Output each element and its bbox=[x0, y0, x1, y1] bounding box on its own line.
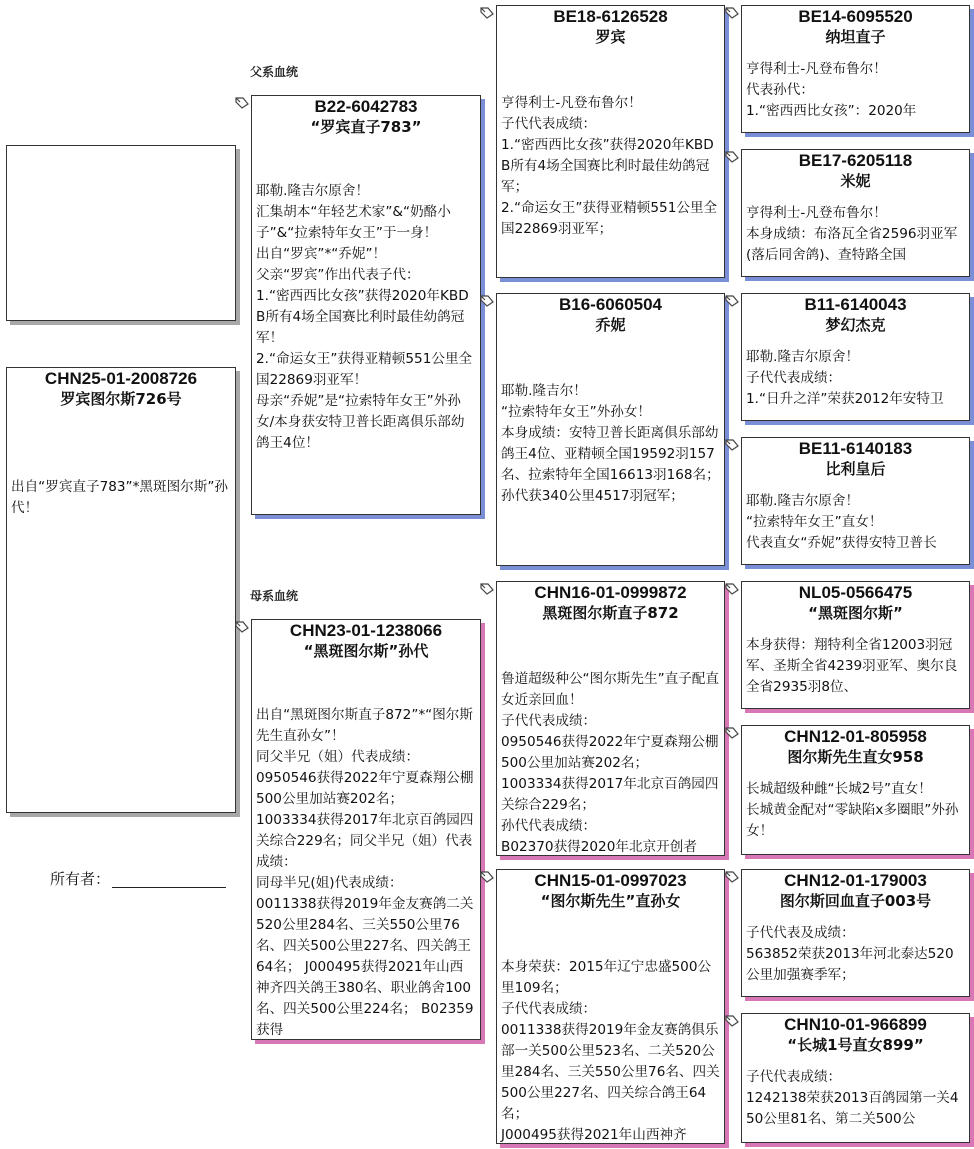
photo-frame bbox=[6, 145, 236, 321]
dam-dam-name: “图尔斯先生”直孙女 bbox=[540, 892, 681, 910]
dam-dam-ring-number: CHN15-01-0997023 bbox=[534, 871, 687, 890]
pin-icon bbox=[479, 294, 495, 308]
pin-icon bbox=[724, 870, 740, 884]
sire-card bbox=[251, 95, 481, 515]
sss-name: 纳坦直子 bbox=[825, 28, 886, 46]
dss-description: 本身获得：翔特利全省12003羽冠军、圣斯全省4239羽亚军、奥尔良全省2935羽8位、 bbox=[746, 637, 958, 695]
sdd-name: 比利皇后 bbox=[825, 460, 886, 478]
dsd-ring-number: CHN12-01-805958 bbox=[784, 727, 927, 746]
sire-dam-name: 乔妮 bbox=[595, 316, 626, 334]
dam-description: 出自“黑斑图尔斯直子872”*“图尔斯先生直孙女”！ 同父半兄（姐）代表成绩： 0950546获得2022年宁夏森翔公棚500公里加站赛202名； 1003334获得2017年北京百鸽园四关综合229名；同父半兄（姐）代表成绩： 同母半兄(姐)代表成绩： 0011338获得2019年金友赛鸽二关520公里284名、三关550公里76名、四关500公里227名、四关鸽王64名； J000495获得2021年山西神齐四关鸽王380名、职业鸽舍100名、四关500公里224名； B02359获得 bbox=[256, 707, 474, 1038]
sire-sire-ring-number: BE18-6126528 bbox=[553, 7, 668, 26]
pin-icon bbox=[479, 6, 495, 20]
pin-icon bbox=[234, 620, 250, 634]
sds-card bbox=[741, 293, 970, 421]
sss-ring-number: BE14-6095520 bbox=[798, 7, 913, 26]
sds-description: 耶勒.隆吉尔原舍！ 子代代表成绩： 1.“日升之洋”荣获2012年安特卫 bbox=[746, 349, 944, 407]
ddd-name: “长城1号直女899” bbox=[787, 1036, 924, 1054]
subject-ring-number: CHN25-01-2008726 bbox=[44, 369, 198, 388]
dam-card bbox=[251, 619, 481, 1040]
ddd-description: 子代代表成绩： 1242138荣获2013百鸽园第一关450公里81名、第二关500公 bbox=[746, 1069, 959, 1127]
sire-dam-ring-number: B16-6060504 bbox=[558, 295, 663, 314]
dsd-card bbox=[741, 725, 970, 855]
dam-dam-card bbox=[496, 869, 725, 1144]
ssd-description: 亨得利士-凡登布鲁尔！ 本身成绩：布洛瓦全省2596羽亚军(落后同舍鸽)、查特路全国 bbox=[746, 205, 958, 263]
pin-icon bbox=[479, 582, 495, 596]
sdd-description: 耶勒.隆吉尔原舍！ “拉索特年女王”直女！ 代表直女“乔妮”获得安特卫普长 bbox=[746, 493, 937, 551]
dds-ring-number: CHN12-01-179003 bbox=[784, 871, 927, 890]
pin-icon bbox=[724, 726, 740, 740]
dss-card bbox=[741, 581, 970, 709]
sire-ring-number: B22-6042783 bbox=[314, 97, 418, 116]
pin-icon bbox=[724, 582, 740, 596]
dam-ring-number: CHN23-01-1238066 bbox=[289, 621, 443, 640]
pin-icon bbox=[724, 1014, 740, 1028]
pin-icon bbox=[479, 870, 495, 884]
subject-card bbox=[6, 367, 236, 813]
sds-ring-number: B11-6140043 bbox=[804, 295, 907, 314]
sire-sire-name: 罗宾 bbox=[595, 28, 626, 46]
dam-sire-card bbox=[496, 581, 725, 856]
dds-name: 图尔斯回血直子003号 bbox=[779, 892, 932, 910]
sire-name: “罗宾直子783” bbox=[310, 118, 422, 136]
ssd-name: 米妮 bbox=[840, 172, 871, 190]
owner-label: 所有者： bbox=[50, 870, 111, 888]
dsd-description: 长城超级种雌“长城2号”直女！ 长城黄金配对“零缺陷x多圈眼”外孙女！ bbox=[746, 781, 959, 839]
ddd-card bbox=[741, 1013, 970, 1143]
dam-name: “黑斑图尔斯”孙代 bbox=[303, 642, 429, 660]
dam-section-label: 母系血统 bbox=[250, 589, 299, 603]
dam-sire-description: 鲁道超级种公“图尔斯先生”直子配直女近亲回血！ 子代代表成绩： 0950546获得2022年宁夏森翔公棚500公里加站赛202名； 1003334获得2017年北京百鸽园四关综合229名； 孙代代表成绩： B02370获得2020年北京开创者 bbox=[501, 671, 719, 855]
sds-name: 梦幻杰克 bbox=[825, 316, 886, 334]
sire-sire-description: 亨得利士-凡登布鲁尔！ 子代代表成绩： 1.“密西西比女孩”获得2020年KBDB所有4场全国赛比利时最佳幼鸽冠军； 2.“命运女王”获得亚精顿551公里全国22869羽亚军； bbox=[501, 95, 718, 237]
subject-name: 罗宾图尔斯726号 bbox=[60, 390, 182, 408]
sdd-ring-number: BE11-6140183 bbox=[798, 439, 913, 458]
subject-description: 出自“罗宾直子783”*黑斑图尔斯”孙代！ bbox=[11, 479, 228, 516]
dss-ring-number: NL05-0566475 bbox=[798, 583, 913, 602]
pin-icon bbox=[724, 438, 740, 452]
sss-description: 亨得利士-凡登布鲁尔！ 代表孙代： 1.“密西西比女孩”：2020年 bbox=[746, 61, 917, 119]
owner-field bbox=[50, 868, 226, 889]
pin-icon bbox=[724, 294, 740, 308]
sire-section-label: 父系血统 bbox=[250, 65, 299, 79]
dam-dam-description: 本身荣获：2015年辽宁忠盛500公里109名； 子代代表成绩： 0011338获得2019年金友赛鸽俱乐部一关500公里523名、二关520公里284名、三关550公里76名、四关500公里227名、四关综合鸽王64名； J000495获得2021年山西神齐 bbox=[501, 959, 720, 1143]
ddd-ring-number: CHN10-01-966899 bbox=[784, 1015, 927, 1034]
pin-icon bbox=[724, 150, 740, 164]
dsd-name: 图尔斯先生直女958 bbox=[787, 748, 924, 766]
sire-sire-card bbox=[496, 5, 725, 278]
owner-signature-line bbox=[112, 886, 226, 888]
sire-dam-card bbox=[496, 293, 725, 566]
dam-sire-name: 黑斑图尔斯直子872 bbox=[542, 604, 679, 622]
sss-card bbox=[741, 5, 970, 133]
dds-card bbox=[741, 869, 970, 997]
sdd-card bbox=[741, 437, 970, 565]
sire-dam-description: 耶勒.隆吉尔！ “拉索特年女王”外孙女！ 本身成绩：安特卫普长距离俱乐部幼鸽王4位、亚精顿全国19592羽157名、拉索特年全国16613羽168名； 孙代获340公里4517羽冠军； bbox=[501, 383, 720, 504]
ssd-card bbox=[741, 149, 970, 277]
sire-description: 耶勒.隆吉尔原舍！ 汇集胡本“年轻艺术家”&“奶酪小子”&“拉索特年女王”于一身！ 出自“罗宾”*“乔妮”！ 父亲“罗宾”作出代表子代： 1.“密西西比女孩”获得2020年KBDB所有4场全国赛比利时最佳幼鸽冠军！ 2.“命运女王”获得亚精顿551公里全国22869羽亚军！ 母亲“乔妮”是“拉索特年女王”外孙女/本身获安特卫普长距离俱乐部幼鸽王4位！ bbox=[256, 183, 473, 451]
pin-icon bbox=[724, 6, 740, 20]
pin-icon bbox=[234, 96, 250, 110]
dss-name: “黑斑图尔斯” bbox=[808, 604, 903, 622]
dam-sire-ring-number: CHN16-01-0999872 bbox=[534, 583, 687, 602]
ssd-ring-number: BE17-6205118 bbox=[798, 151, 913, 170]
dds-description: 子代代表及成绩： 563852荣获2013年河北泰达520公里加强赛季军； bbox=[746, 925, 954, 983]
